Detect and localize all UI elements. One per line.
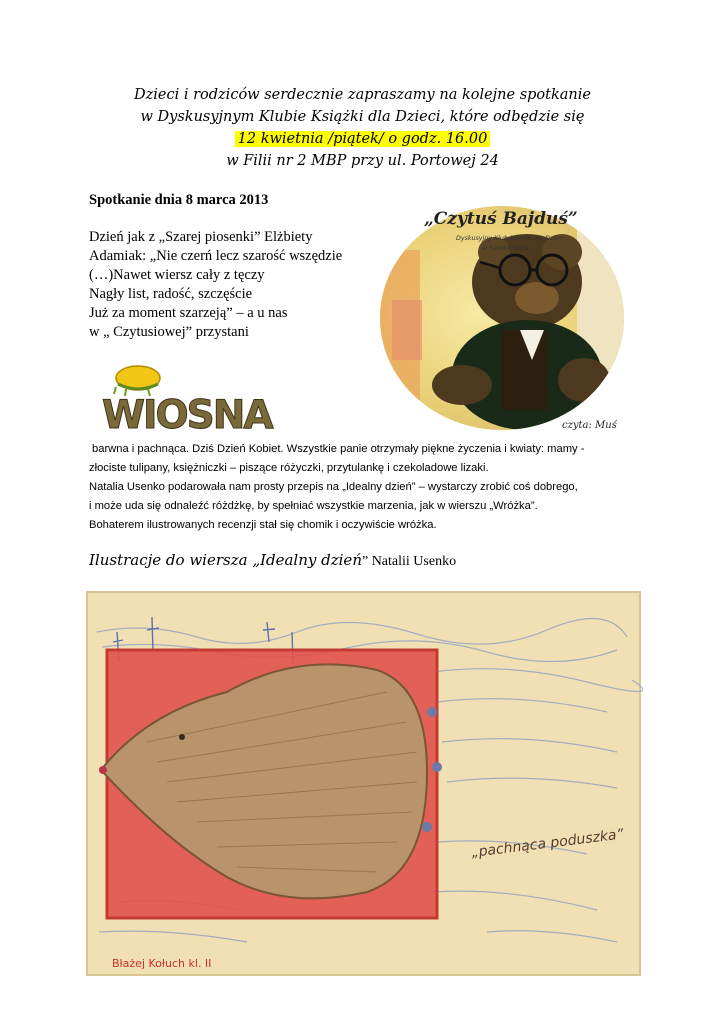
invitation-date-row [0, 128, 725, 150]
club-logo [352, 190, 634, 435]
club-logo-title: „Czytuś Bajduś” [424, 209, 578, 229]
illustration-heading-script: Ilustracje do wiersza „Idealny dzień [89, 551, 362, 569]
poem-line: (…)Nawet wiersz cały z tęczy [89, 267, 265, 283]
poem-line: w „ Czytusiowej” przystani [89, 324, 249, 340]
paragraph-line: i może uda się odnaleźć różdżkę, by spełniać wszystkie marzenia, jak w wierszu „Wróżka”. [89, 500, 538, 512]
child-drawing-image [87, 592, 640, 975]
wiosna-logo-image [96, 360, 272, 440]
paragraph-line: barwna i pachnąca. Dziś Dzień Kobiet. Wszystkie panie otrzymały piękne życzenia i kwiaty: mamy - [92, 443, 585, 455]
wiosna-logo [96, 360, 272, 440]
wiosna-logo-text: WIOSNA [102, 393, 272, 438]
club-logo-image [352, 190, 634, 435]
drawing-caption: „pachnąca poduszka” [470, 826, 625, 861]
drawing-signature: Błażej Kołuch kl. II [112, 957, 212, 970]
poem-line: Dzień jak z „Szarej piosenki” Elżbiety [89, 229, 313, 245]
paragraph-line: złociste tulipany, księżniczki – piszące różyczki, przytulankę i czekoladowe lizaki. [89, 462, 489, 474]
poem-line: Adamiak: „Nie czerń lecz szarość wszędzie [89, 248, 343, 264]
illustration-heading-author: ” Natalii Usenko [361, 554, 457, 569]
club-logo-subtitle: Dyskusyjny Klub Książki dla Dzieci [456, 235, 565, 242]
paragraph-line: Natalia Usenko podarowała nam prosty przepis na „Idealny dzień” – wystarczy zrobić coś dobrego, [89, 481, 578, 493]
poem-line: Już za moment szarzeją” – a u nas [89, 305, 288, 321]
club-logo-subtitle-2: w Sandomierzu [482, 245, 531, 252]
invitation-header [0, 84, 725, 172]
invitation-line-1: Dzieci i rodziców serdecznie zapraszamy na kolejne spotkanie [134, 87, 591, 103]
poem [89, 228, 342, 342]
meeting-title: Spotkanie dnia 8 marca 2013 [89, 192, 269, 208]
illustration-heading [89, 551, 456, 570]
invitation-line-2: w Dyskusyjnym Klubie Książki dla Dzieci, które odbędzie się [140, 109, 585, 125]
invitation-location: w Filii nr 2 MBP przy ul. Portowej 24 [226, 153, 499, 169]
child-drawing [87, 592, 640, 975]
club-logo-caption: czyta: Muś [562, 420, 617, 431]
invitation-date: 12 kwietnia /piątek/ o godz. 16.00 [235, 131, 491, 147]
paragraph-line: Bohaterem ilustrowanych recenzji stał się chomik i oczywiście wróżka. [89, 519, 437, 531]
body-paragraph [89, 440, 649, 535]
poem-line: Nagły list, radość, szczęście [89, 286, 253, 302]
